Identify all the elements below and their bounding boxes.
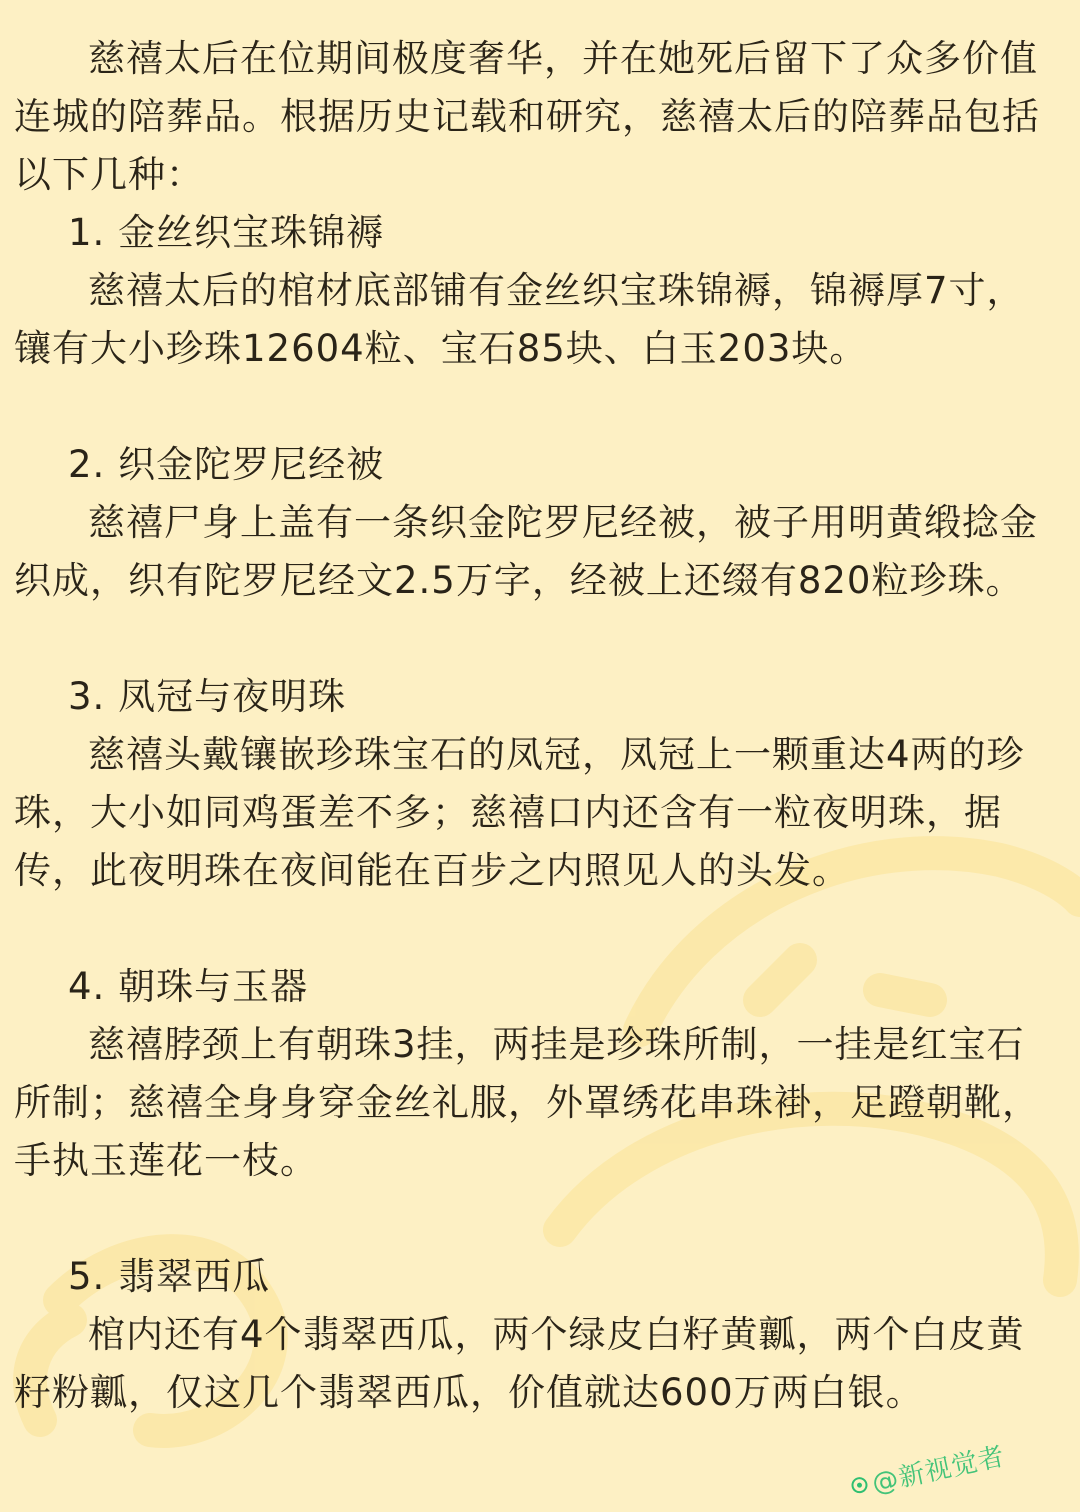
section-body: 慈禧脖颈上有朝珠3挂，两挂是珍珠所制，一挂是红宝石所制；慈禧全身身穿金丝礼服，外罩绣花串珠褂，足蹬朝靴，手执玉莲花一枝。 (14, 1023, 1040, 1182)
section-heading: 2. 织金陀罗尼经被 (68, 443, 385, 486)
section-1 (14, 204, 1054, 378)
spacer (14, 378, 1054, 436)
section-heading: 4. 朝珠与玉器 (68, 965, 309, 1008)
section-heading: 1. 金丝织宝珠锦褥 (68, 211, 385, 254)
spacer (14, 610, 1054, 668)
intro-paragraph: 慈禧太后在位期间极度奢华，并在她死后留下了众多价值连城的陪葬品。根据历史记载和研究，慈禧太后的陪葬品包括以下几种： (14, 37, 1040, 196)
watermark-logo-icon (849, 1474, 870, 1495)
section-body: 慈禧尸身上盖有一条织金陀罗尼经被，被子用明黄缎捻金织成，织有陀罗尼经文2.5万字，经被上还缀有820粒珍珠。 (14, 501, 1038, 602)
section-body: 慈禧太后的棺材底部铺有金丝织宝珠锦褥，锦褥厚7寸，镶有大小珍珠12604粒、宝石85块、白玉203块。 (14, 269, 1025, 370)
watermark-text: @新视觉者 (869, 1441, 1008, 1500)
section-4 (14, 958, 1054, 1190)
section-3 (14, 668, 1054, 900)
section-heading: 5. 翡翠西瓜 (68, 1255, 271, 1298)
section-body: 棺内还有4个翡翠西瓜，两个绿皮白籽黄瓤，两个白皮黄籽粉瓤，仅这几个翡翠西瓜，价值就达600万两白银。 (14, 1313, 1025, 1414)
spacer (14, 1190, 1054, 1248)
section-body: 慈禧头戴镶嵌珍珠宝石的凤冠，凤冠上一颗重达4两的珍珠，大小如同鸡蛋差不多；慈禧口内还含有一粒夜明珠，据传，此夜明珠在夜间能在百步之内照见人的头发。 (14, 733, 1025, 892)
spacer (14, 900, 1054, 958)
section-2 (14, 436, 1054, 610)
section-heading: 3. 凤冠与夜明珠 (68, 675, 347, 718)
article (14, 30, 1054, 1422)
section-5 (14, 1248, 1054, 1422)
